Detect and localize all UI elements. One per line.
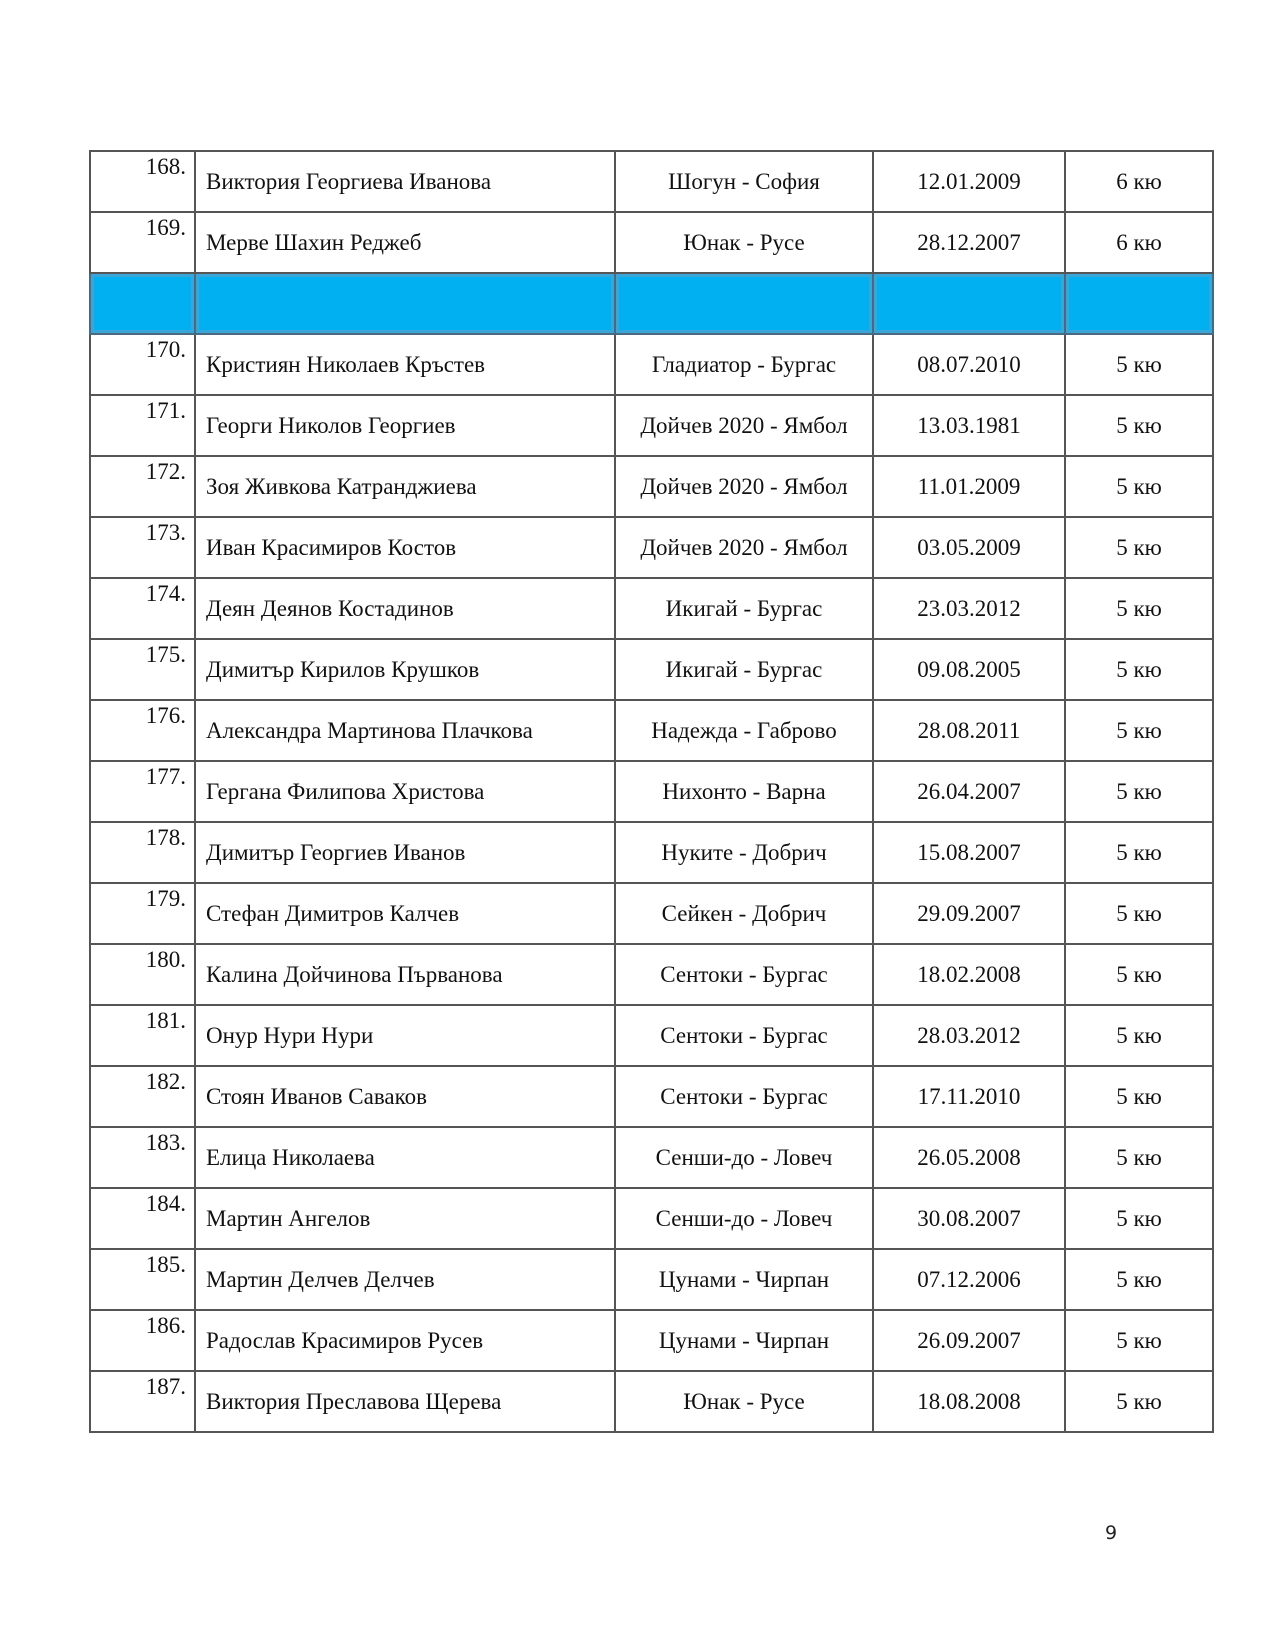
row-number-cell: 179. bbox=[90, 883, 195, 944]
kyu-grade-cell: 5 кю bbox=[1065, 761, 1213, 822]
row-number-cell: 176. bbox=[90, 700, 195, 761]
table-row bbox=[90, 822, 1213, 883]
kyu-grade-cell: 5 кю bbox=[1065, 1005, 1213, 1066]
row-number-cell: 181. bbox=[90, 1005, 195, 1066]
kyu-grade-cell: 5 кю bbox=[1065, 822, 1213, 883]
row-number-cell: 180. bbox=[90, 944, 195, 1005]
kyu-grade-cell: 5 кю bbox=[1065, 1371, 1213, 1432]
club-name-cell: Цунами - Чирпан bbox=[615, 1249, 873, 1310]
club-name-cell: Дойчев 2020 - Ямбол bbox=[615, 517, 873, 578]
birth-date-cell: 26.04.2007 bbox=[873, 761, 1065, 822]
club-name-cell: Гладиатор - Бургас bbox=[615, 334, 873, 395]
club-name-cell: Сентоки - Бургас bbox=[615, 1005, 873, 1066]
participant-name-cell: Георги Николов Георгиев bbox=[195, 395, 615, 456]
club-name-cell: Дойчев 2020 - Ямбол bbox=[615, 395, 873, 456]
birth-date-cell: 26.05.2008 bbox=[873, 1127, 1065, 1188]
table-row bbox=[90, 1249, 1213, 1310]
separator-cell bbox=[195, 273, 615, 334]
table-row bbox=[90, 334, 1213, 395]
participant-name-cell: Зоя Живкова Катранджиева bbox=[195, 456, 615, 517]
table-row bbox=[90, 395, 1213, 456]
birth-date-cell: 09.08.2005 bbox=[873, 639, 1065, 700]
birth-date-cell: 03.05.2009 bbox=[873, 517, 1065, 578]
participant-name-cell: Димитър Георгиев Иванов bbox=[195, 822, 615, 883]
club-name-cell: Шогун - София bbox=[615, 151, 873, 212]
birth-date-cell: 18.02.2008 bbox=[873, 944, 1065, 1005]
participants-table bbox=[89, 150, 1214, 1433]
separator-cell bbox=[90, 273, 195, 334]
kyu-grade-cell: 5 кю bbox=[1065, 1066, 1213, 1127]
participant-name-cell: Мерве Шахин Реджеб bbox=[195, 212, 615, 273]
club-name-cell: Юнак - Русе bbox=[615, 1371, 873, 1432]
participant-name-cell: Стоян Иванов Саваков bbox=[195, 1066, 615, 1127]
table-row bbox=[90, 517, 1213, 578]
participant-name-cell: Деян Деянов Костадинов bbox=[195, 578, 615, 639]
participant-name-cell: Димитър Кирилов Крушков bbox=[195, 639, 615, 700]
table-row bbox=[90, 1127, 1213, 1188]
participants-table-body bbox=[90, 151, 1213, 1432]
kyu-grade-cell: 5 кю bbox=[1065, 334, 1213, 395]
birth-date-cell: 28.08.2011 bbox=[873, 700, 1065, 761]
birth-date-cell: 28.03.2012 bbox=[873, 1005, 1065, 1066]
club-name-cell: Икигай - Бургас bbox=[615, 639, 873, 700]
row-number-cell: 186. bbox=[90, 1310, 195, 1371]
birth-date-cell: 28.12.2007 bbox=[873, 212, 1065, 273]
table-row bbox=[90, 1310, 1213, 1371]
birth-date-cell: 17.11.2010 bbox=[873, 1066, 1065, 1127]
club-name-cell: Нихонто - Варна bbox=[615, 761, 873, 822]
birth-date-cell: 23.03.2012 bbox=[873, 578, 1065, 639]
row-number-cell: 170. bbox=[90, 334, 195, 395]
club-name-cell: Юнак - Русе bbox=[615, 212, 873, 273]
kyu-grade-cell: 5 кю bbox=[1065, 517, 1213, 578]
table-row bbox=[90, 761, 1213, 822]
row-number-cell: 177. bbox=[90, 761, 195, 822]
birth-date-cell: 18.08.2008 bbox=[873, 1371, 1065, 1432]
kyu-grade-cell: 5 кю bbox=[1065, 578, 1213, 639]
kyu-grade-cell: 5 кю bbox=[1065, 1127, 1213, 1188]
participant-name-cell: Елица Николаева bbox=[195, 1127, 615, 1188]
table-row bbox=[90, 883, 1213, 944]
table-row bbox=[90, 212, 1213, 273]
row-number-cell: 169. bbox=[90, 212, 195, 273]
birth-date-cell: 26.09.2007 bbox=[873, 1310, 1065, 1371]
row-number-cell: 178. bbox=[90, 822, 195, 883]
club-name-cell: Сенши-до - Ловеч bbox=[615, 1127, 873, 1188]
birth-date-cell: 12.01.2009 bbox=[873, 151, 1065, 212]
table-row bbox=[90, 1371, 1213, 1432]
kyu-grade-cell: 5 кю bbox=[1065, 639, 1213, 700]
separator-cell bbox=[873, 273, 1065, 334]
kyu-grade-cell: 5 кю bbox=[1065, 395, 1213, 456]
row-number-cell: 172. bbox=[90, 456, 195, 517]
separator-cell bbox=[615, 273, 873, 334]
section-separator-row bbox=[90, 273, 1213, 334]
participant-name-cell: Иван Красимиров Костов bbox=[195, 517, 615, 578]
row-number-cell: 184. bbox=[90, 1188, 195, 1249]
row-number-cell: 175. bbox=[90, 639, 195, 700]
kyu-grade-cell: 5 кю bbox=[1065, 883, 1213, 944]
row-number-cell: 185. bbox=[90, 1249, 195, 1310]
row-number-cell: 182. bbox=[90, 1066, 195, 1127]
club-name-cell: Икигай - Бургас bbox=[615, 578, 873, 639]
row-number-cell: 174. bbox=[90, 578, 195, 639]
participant-name-cell: Виктория Георгиева Иванова bbox=[195, 151, 615, 212]
table-row bbox=[90, 639, 1213, 700]
participant-name-cell: Гергана Филипова Христова bbox=[195, 761, 615, 822]
row-number-cell: 173. bbox=[90, 517, 195, 578]
birth-date-cell: 29.09.2007 bbox=[873, 883, 1065, 944]
participant-name-cell: Александра Мартинова Плачкова bbox=[195, 700, 615, 761]
kyu-grade-cell: 5 кю bbox=[1065, 944, 1213, 1005]
birth-date-cell: 08.07.2010 bbox=[873, 334, 1065, 395]
kyu-grade-cell: 5 кю bbox=[1065, 700, 1213, 761]
table-row bbox=[90, 1066, 1213, 1127]
separator-cell bbox=[1065, 273, 1213, 334]
participant-name-cell: Радослав Красимиров Русев bbox=[195, 1310, 615, 1371]
club-name-cell: Сентоки - Бургас bbox=[615, 1066, 873, 1127]
table-row bbox=[90, 944, 1213, 1005]
club-name-cell: Цунами - Чирпан bbox=[615, 1310, 873, 1371]
participant-name-cell: Стефан Димитров Калчев bbox=[195, 883, 615, 944]
participant-name-cell: Мартин Делчев Делчев bbox=[195, 1249, 615, 1310]
kyu-grade-cell: 5 кю bbox=[1065, 456, 1213, 517]
club-name-cell: Сенши-до - Ловеч bbox=[615, 1188, 873, 1249]
club-name-cell: Сентоки - Бургас bbox=[615, 944, 873, 1005]
row-number-cell: 168. bbox=[90, 151, 195, 212]
kyu-grade-cell: 5 кю bbox=[1065, 1310, 1213, 1371]
table-row bbox=[90, 1188, 1213, 1249]
table-row bbox=[90, 578, 1213, 639]
row-number-cell: 171. bbox=[90, 395, 195, 456]
birth-date-cell: 11.01.2009 bbox=[873, 456, 1065, 517]
table-row bbox=[90, 1005, 1213, 1066]
club-name-cell: Нуките - Добрич bbox=[615, 822, 873, 883]
table-row bbox=[90, 151, 1213, 212]
page-number: 9 bbox=[1105, 1522, 1118, 1544]
club-name-cell: Дойчев 2020 - Ямбол bbox=[615, 456, 873, 517]
kyu-grade-cell: 6 кю bbox=[1065, 151, 1213, 212]
birth-date-cell: 15.08.2007 bbox=[873, 822, 1065, 883]
row-number-cell: 183. bbox=[90, 1127, 195, 1188]
kyu-grade-cell: 6 кю bbox=[1065, 212, 1213, 273]
table-row bbox=[90, 456, 1213, 517]
kyu-grade-cell: 5 кю bbox=[1065, 1249, 1213, 1310]
club-name-cell: Надежда - Габрово bbox=[615, 700, 873, 761]
birth-date-cell: 30.08.2007 bbox=[873, 1188, 1065, 1249]
club-name-cell: Сейкен - Добрич bbox=[615, 883, 873, 944]
participant-name-cell: Кристиян Николаев Кръстев bbox=[195, 334, 615, 395]
participant-name-cell: Калина Дойчинова Първанова bbox=[195, 944, 615, 1005]
row-number-cell: 187. bbox=[90, 1371, 195, 1432]
birth-date-cell: 13.03.1981 bbox=[873, 395, 1065, 456]
table-row bbox=[90, 700, 1213, 761]
birth-date-cell: 07.12.2006 bbox=[873, 1249, 1065, 1310]
participant-name-cell: Виктория Преславова Щерева bbox=[195, 1371, 615, 1432]
participant-name-cell: Мартин Ангелов bbox=[195, 1188, 615, 1249]
kyu-grade-cell: 5 кю bbox=[1065, 1188, 1213, 1249]
participant-name-cell: Онур Нури Нури bbox=[195, 1005, 615, 1066]
